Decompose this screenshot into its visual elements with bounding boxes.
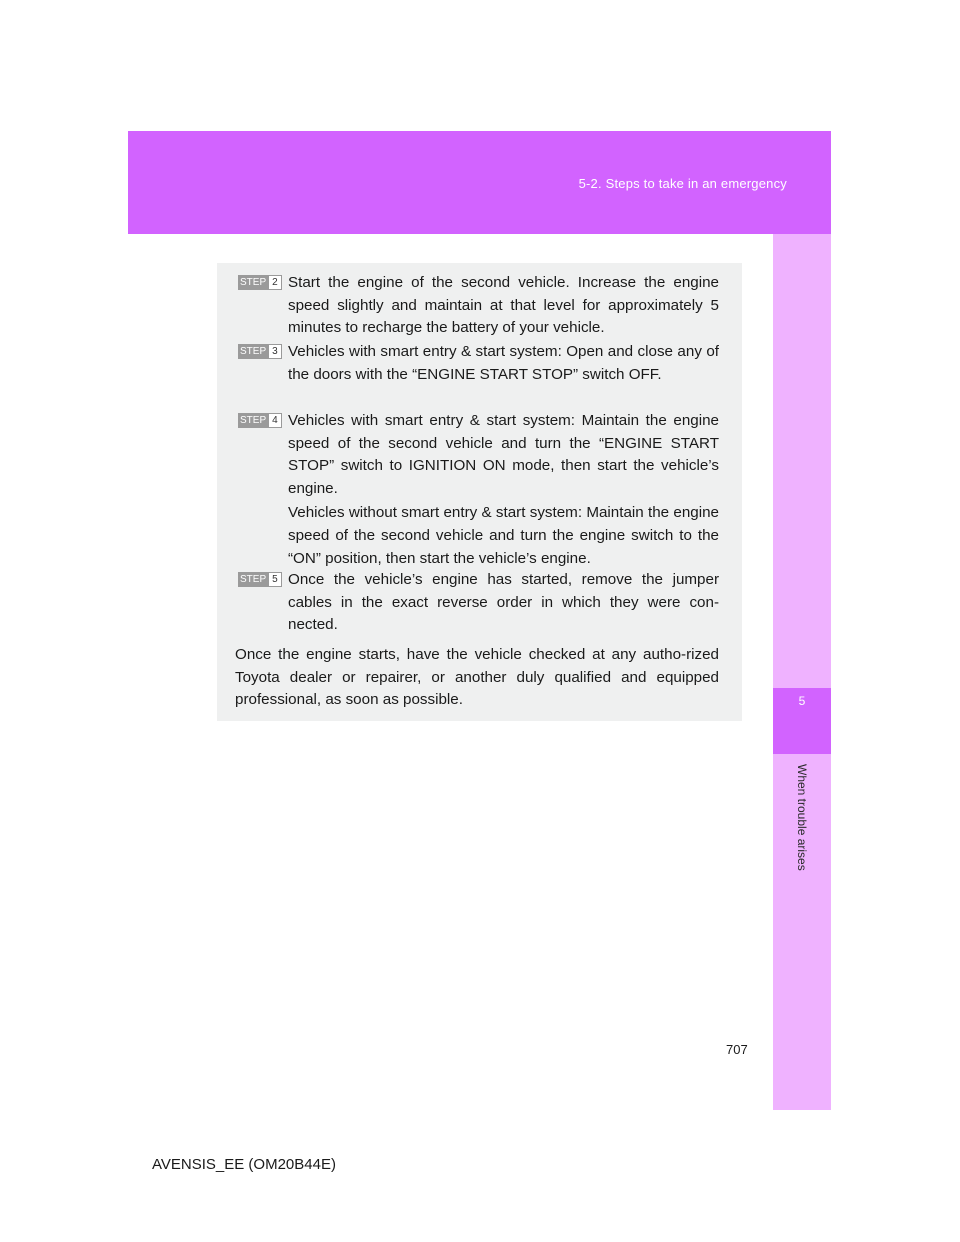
step-badge-number: 3: [269, 345, 281, 358]
step-4: [238, 410, 719, 570]
step-2: [238, 272, 719, 340]
step-badge-label: STEP: [240, 346, 267, 357]
section-title: 5-2. Steps to take in an emergency: [578, 176, 787, 191]
step-text: Vehicles with smart entry & start system: Maintain the engine speed of the second vehicle and turn the “ENGINE START STOP” switch to IGNITION ON mode, then start the vehicle’s engine.: [288, 412, 719, 497]
step-badge-number: 4: [269, 414, 281, 427]
step-badge-label: STEP: [240, 415, 267, 426]
chapter-title: When trouble arises: [795, 764, 809, 871]
content-box: [217, 263, 742, 721]
step-text-continued: Vehicles without smart entry & start system: Maintain the engine speed of the second vehicle and turn the engine switch to the “ON” position, then start the vehicle’s engine.: [288, 504, 719, 567]
step-badge: [238, 275, 282, 290]
step-badge-label: STEP: [240, 277, 267, 288]
step-text: Start the engine of the second vehicle. Increase the engine speed slightly and maintain at that level for approximately 5 minutes to recharge the battery of your vehicle.: [288, 274, 719, 337]
step-badge: [238, 572, 282, 587]
chapter-side-tab: [773, 234, 831, 1110]
step-badge: [238, 413, 282, 428]
step-badge-label: STEP: [240, 574, 267, 585]
document-code: AVENSIS_EE (OM20B44E): [152, 1156, 336, 1173]
step-badge-number: 2: [269, 276, 281, 289]
step-text: Once the vehicle’s engine has started, remove the jumper cables in the exact reverse order in which they were con-nected.: [288, 571, 719, 634]
step-badge: [238, 344, 282, 359]
step-5: [238, 569, 719, 637]
header-band: [128, 131, 831, 234]
chapter-number: 5: [798, 694, 806, 708]
chapter-number-box: [773, 688, 831, 754]
step-badge-number: 5: [269, 573, 281, 586]
page-number: 707: [726, 1042, 748, 1057]
step-3: [238, 341, 719, 386]
step-text: Vehicles with smart entry & start system: Open and close any of the doors with the “ENGINE START STOP” switch OFF.: [288, 343, 719, 383]
closing-paragraph: Once the engine starts, have the vehicle checked at any autho-rized Toyota dealer or repairer, or another duly qualified and equipped professional, as soon as possible.: [235, 646, 719, 709]
